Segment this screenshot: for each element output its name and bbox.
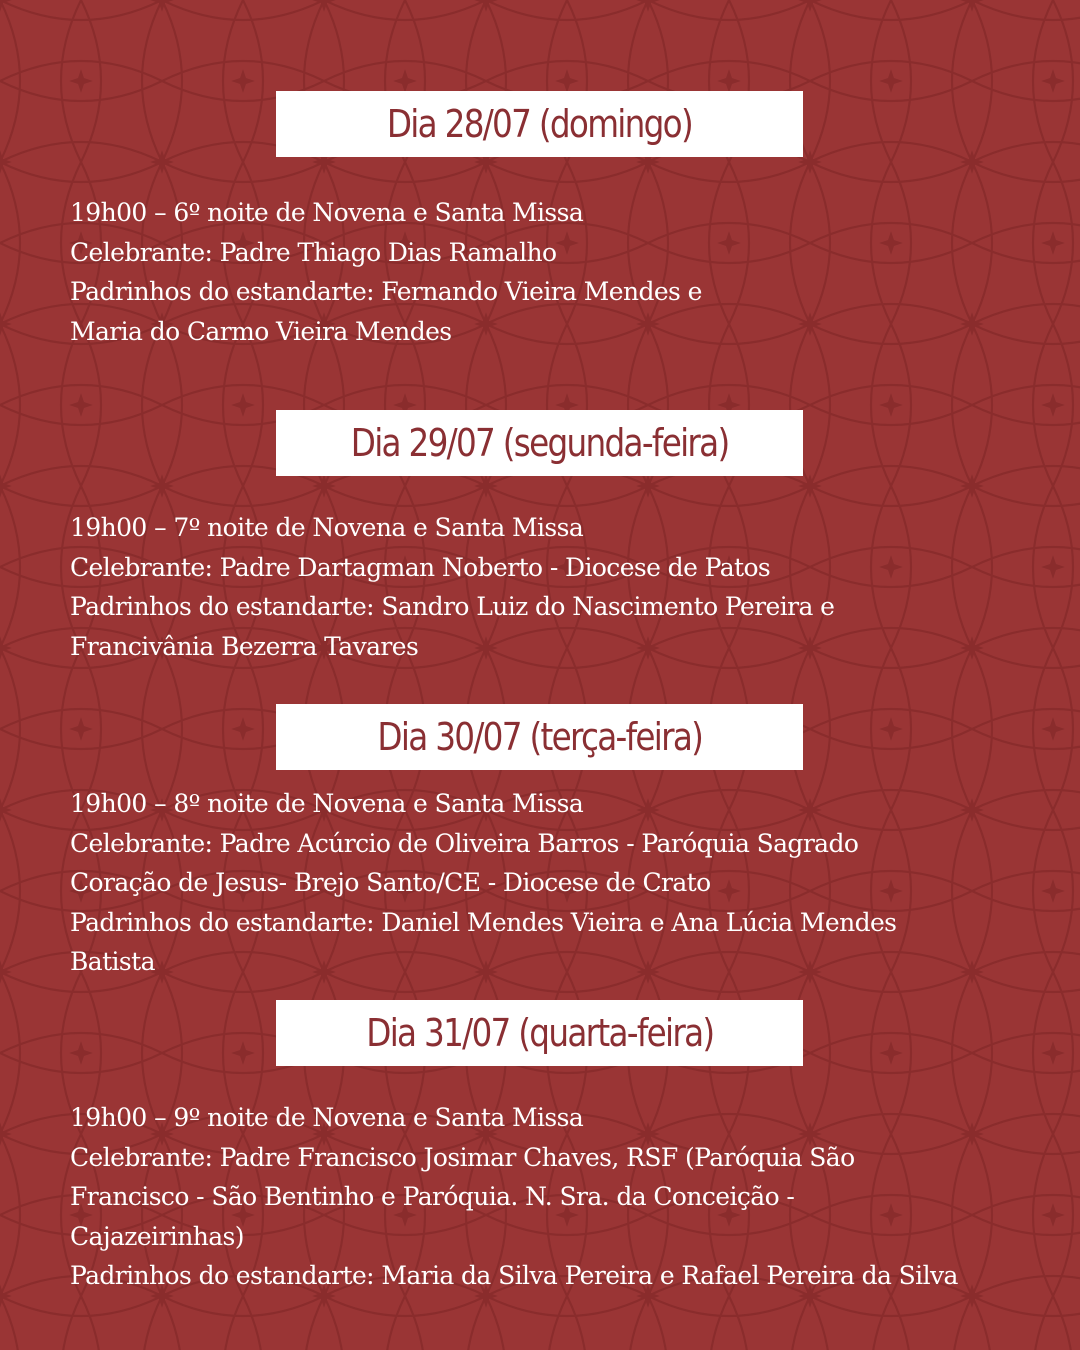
celebrant-line: Celebrante: Padre Acúrcio de Oliveira Barros - Paróquia Sagrado (70, 828, 859, 858)
day-details (70, 784, 1030, 982)
day-title: Dia 31/07 (quarta-feira) (365, 1011, 714, 1055)
celebrant-line-cont: Francisco - São Bentinho e Paróquia. N. Sra. da Conceição - (70, 1182, 795, 1211)
day-title-banner (276, 410, 803, 476)
sponsors-line: Padrinhos do estandarte: Fernando Vieira Mendes e (70, 277, 702, 306)
day-title-banner (276, 1000, 803, 1066)
sponsors-line: Padrinhos do estandarte: Daniel Mendes Vieira e Ana Lúcia Mendes (70, 907, 897, 937)
day-title: Dia 28/07 (domingo) (386, 102, 693, 146)
sponsors-line: Padrinhos do estandarte: Sandro Luiz do Nascimento Pereira e (70, 592, 835, 621)
day-details (70, 508, 1030, 666)
celebrant-line: Celebrante: Padre Thiago Dias Ramalho (70, 237, 557, 267)
celebrant-line: Celebrante: Padre Dartagman Noberto - Diocese de Patos (70, 552, 771, 582)
sponsors-line: Padrinhos do estandarte: Maria da Silva Pereira e Rafael Pereira da Silva (70, 1261, 958, 1290)
day-details (70, 1098, 1030, 1296)
celebrant-line: Celebrante: Padre Francisco Josimar Chaves, RSF (Paróquia São (70, 1142, 855, 1172)
celebrant-line-cont: Coração de Jesus- Brejo Santo/CE - Diocese de Crato (70, 868, 711, 897)
schedule-line: 19h00 – 9º noite de Novena e Santa Missa (70, 1103, 584, 1132)
celebrant-line-cont: Cajazeirinhas) (70, 1221, 244, 1251)
day-title: Dia 29/07 (segunda-feira) (350, 421, 729, 465)
schedule-line: 19h00 – 7º noite de Novena e Santa Missa (70, 513, 584, 542)
sponsors-line-cont: Maria do Carmo Vieira Mendes (70, 316, 452, 346)
day-title: Dia 30/07 (terça-feira) (377, 715, 702, 759)
schedule-line: 19h00 – 8º noite de Novena e Santa Missa (70, 789, 584, 818)
sponsors-line-cont: Batista (70, 947, 155, 976)
day-details (70, 193, 1030, 351)
sponsors-line-cont: Francivânia Bezerra Tavares (70, 631, 419, 661)
schedule-line: 19h00 – 6º noite de Novena e Santa Missa (70, 198, 584, 227)
day-title-banner (276, 91, 803, 157)
day-title-banner (276, 704, 803, 770)
